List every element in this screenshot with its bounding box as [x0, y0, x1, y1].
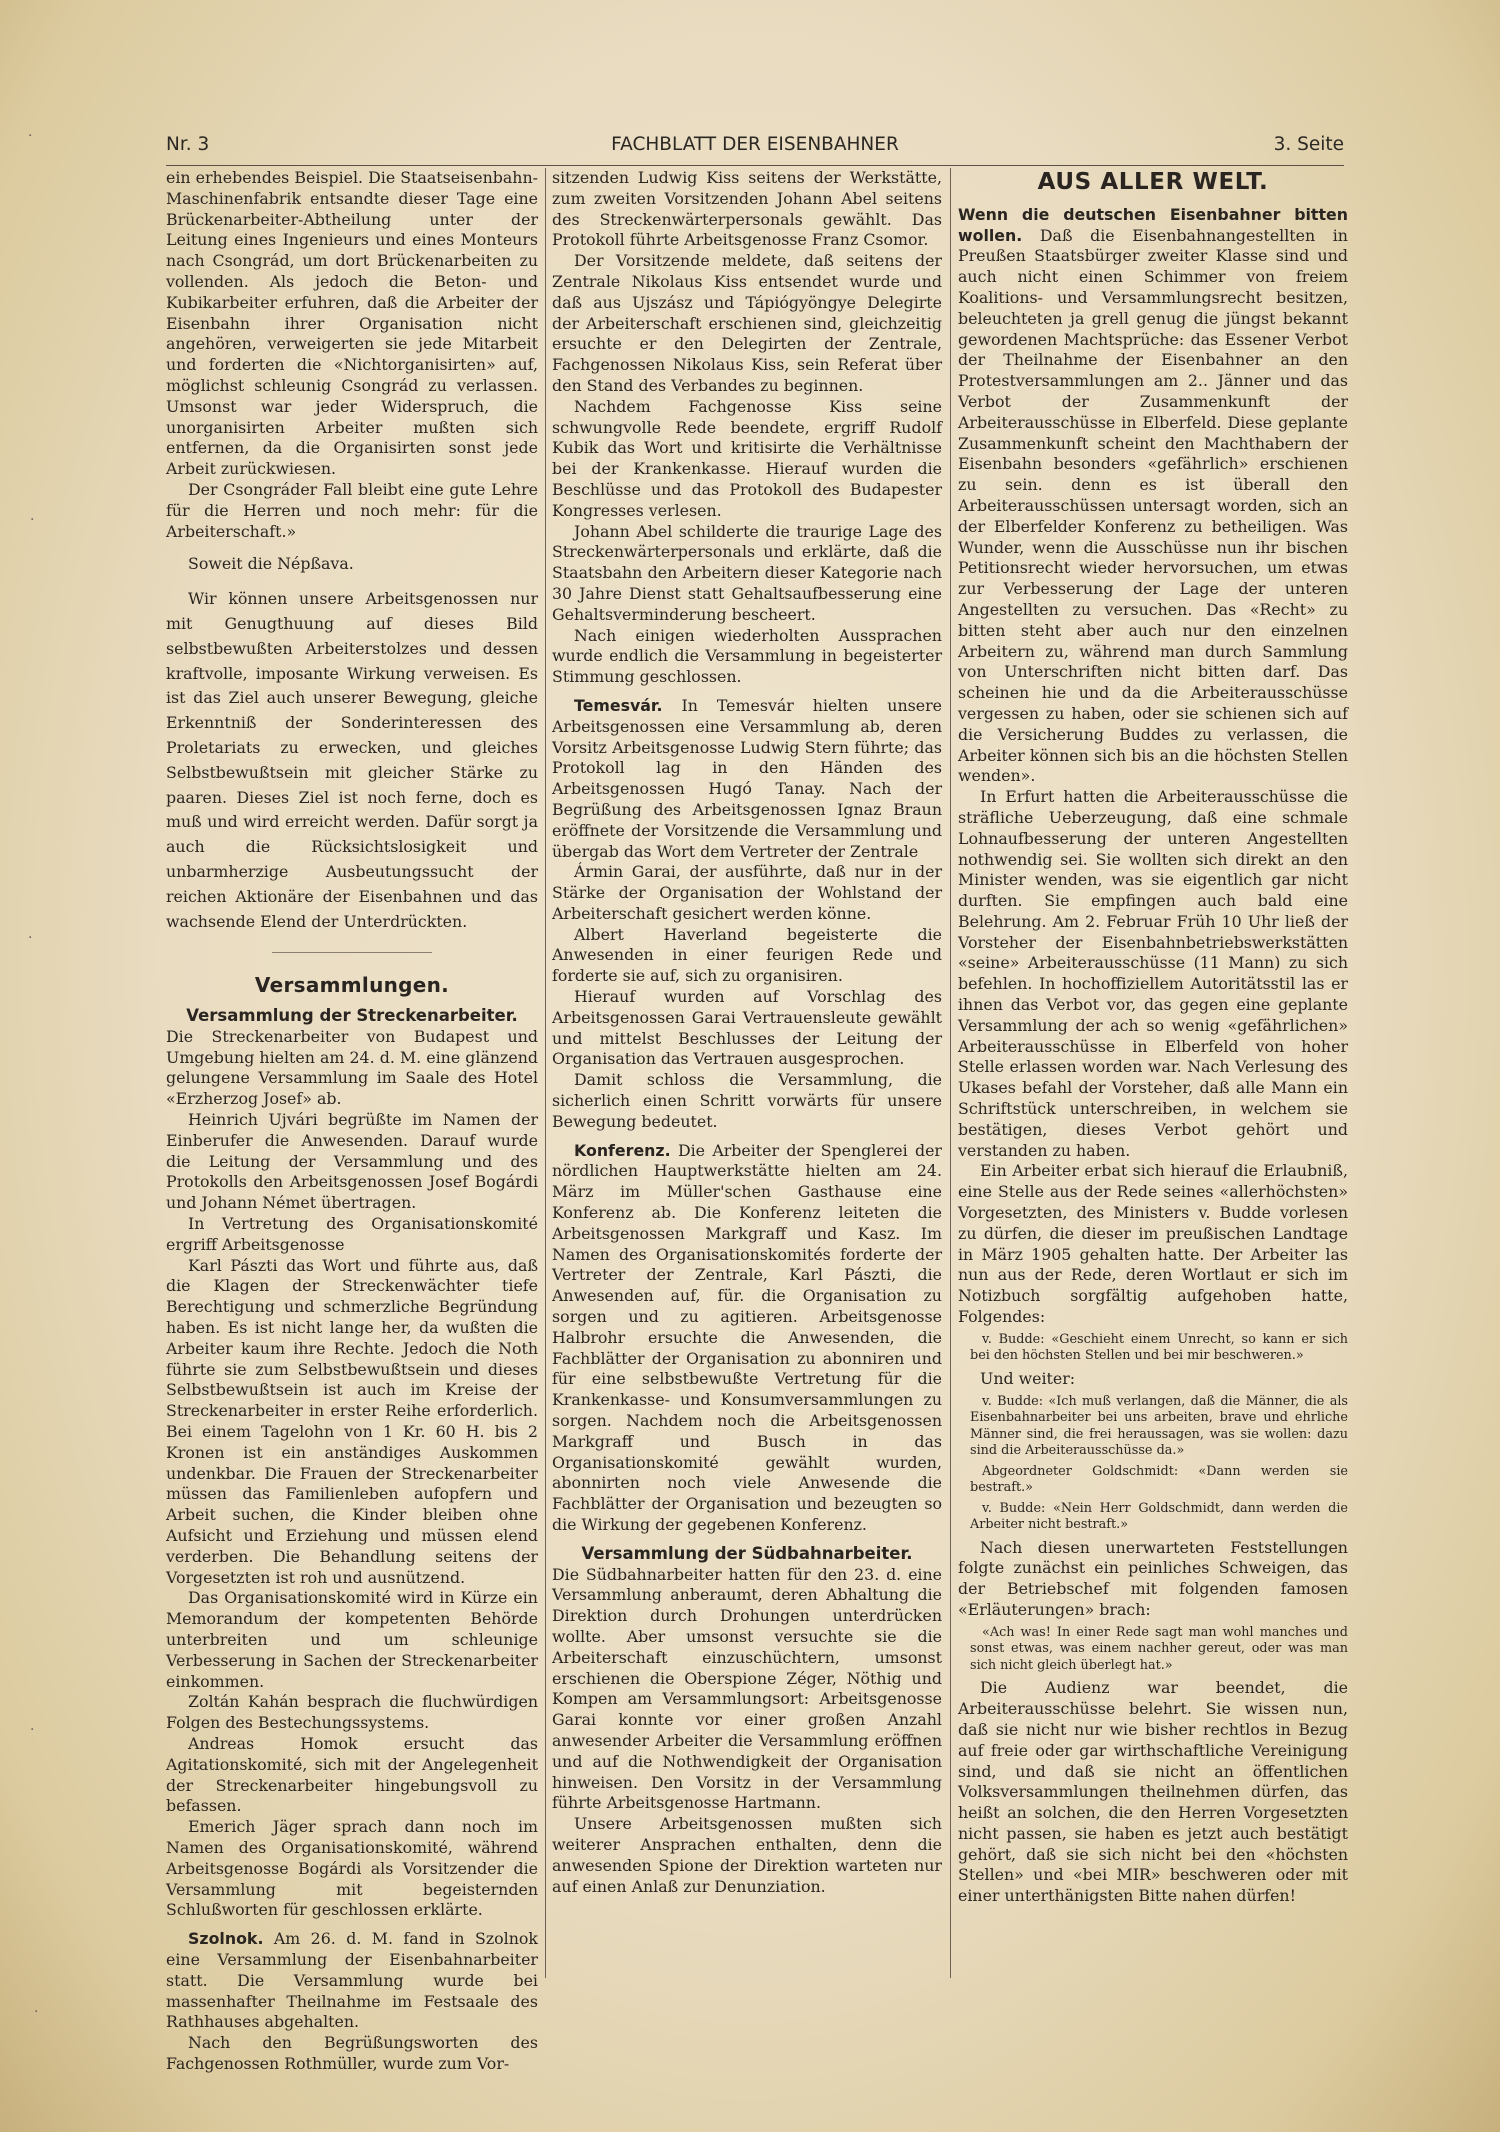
paragraph: Ein Arbeiter erbat sich hierauf die Erlaubniß, eine Stelle aus der Rede seines «allerhöchsten» Vorgesetzten, des Ministers v. Budde vorlesen zu dürfen, die dieser im preußischen Landtage in März 1905 gehalten hatte. Der Arbeiter las nun aus der Rede, deren Wortlaut er sich im Notizbuch sorgfältig aufgehoben hatte, Folgendes: — [958, 1161, 1348, 1327]
page-number: 3. Seite — [1273, 134, 1344, 155]
paragraph: Und weiter: — [980, 1368, 1076, 1388]
column-1 — [166, 168, 538, 2075]
paragraph: Nachdem Fachgenosse Kiss seine schwungvolle Rede beendete, ergriff Rudolf Kubik das Wort und kritisirte die Verhältnisse bei der Krankenkasse. Hierauf wurden die Beschlüsse und das Protokoll des Budapester Kongresses verlesen. — [552, 396, 942, 520]
paragraph: Der Vorsitzende meldete, daß seitens der Zentrale Nikolaus Kiss entsendet wurde und daß aus Ujszász und Tápiógyöngye Delegirte der Arbeiterschaft erschienen sind, gleichzeitig ersuchte er den Delegirten der Zentrale, Fachgenossen Nikolaus Kiss, sein Referat über den Stand des Verbandes zu beginnen. — [552, 251, 942, 395]
paragraph: In Vertretung des Organisationskomité ergriff Arbeitsgenosse — [166, 1214, 538, 1254]
paragraph — [958, 205, 1348, 787]
section-title: AUS ALLER WELT. — [1037, 169, 1269, 195]
paragraph: Die Audienz war beendet, die Arbeiterausschüsse belehrt. Sie wissen nun, daß sie nicht nur wie bisher rechtlos in Bezug auf freie oder gar wirthschaftliche Vereinigung sind, und daß sie nicht an öffentlichen Volksversammlungen theilnehmen dürfen, das heißt an solchen, die den Herren Vorgesetzten nicht passen, sie haben es jetzt auch bestätigt gehört, daß sie sich nicht bei den «höchsten Stellen» und «bei MIR» beschweren oder mit einer unterthänigsten Bitte nahen dürfen! — [958, 1678, 1348, 1906]
paragraph: Emerich Jäger sprach dann noch im Namen des Organisationskomité, während Arbeitsgenosse Bogárdi als Vorsitzender die Versammlung mit begeisternden Schlußworten für geschlossen erklärte. — [166, 1817, 538, 1920]
paragraph: Albert Haverland begeisterte die Anwesenden in einer feurigen Rede und forderte sie auf, sich zu organisiren. — [552, 924, 942, 986]
column-3 — [958, 168, 1348, 1907]
paragraph — [166, 1929, 538, 2033]
column-2 — [552, 168, 942, 1897]
section-title: Versammlungen. — [254, 973, 450, 998]
paragraph-text: Am 26. d. M. fand in Szolnok eine Versammlung der Eisenbahnarbeiter statt. Die Versammlung wurde bei massenhafter Theilnahme im Festsaale des Rathhauses abgehalten. — [166, 1929, 538, 2032]
page-header — [166, 134, 1344, 162]
article-lead: Konferenz. — [574, 1140, 671, 1160]
paragraph: Der Csongráder Fall bleibt eine gute Lehre für die Herren und noch mehr: für die Arbeiterschaft.» — [166, 479, 538, 541]
quotation: v. Budde: «Geschieht einem Unrecht, so kann er sich bei den höchsten Stellen und bei mir beschweren.» — [970, 1331, 1348, 1364]
quotation: v. Budde: «Ich muß verlangen, daß die Männer, die als Eisenbahnarbeiter bei uns arbeiten, brave und ehrliche Männer sind, die frei heraussagen, was sie wollen: dazu sind die Arbeiterausschüsse da.» — [970, 1393, 1348, 1459]
margin-speck: · — [34, 2004, 39, 2020]
paragraph: ein erhebendes Beispiel. Die Staatseisenbahn-Maschinenfabrik entsandte dieser Tage eine Brückenarbeiter-Abtheilung unter der Leitung eines Ingenieurs und eines Monteurs nach Csongrád, um dort Brückenarbeiten zu vollenden. Als jedoch die Beton- und Kubikarbeiter erfuhren, daß die Arbeiter der Eisenbahn ihrer Organisation nicht angehören, verweigerten sie jede Mitarbeit und forderten die «Nichtorganisirten» auf, möglichst schleunig Csongrád zu verlassen. Umsonst war jeder Widerspruch, die unorganisirten Arbeiter mußten sich entfernen, da die Organisirten sonst jede Arbeit zurückwiesen. — [166, 168, 538, 479]
paragraph — [552, 696, 942, 862]
paragraph-text: Die Arbeiter der Spenglerei der nördlichen Hauptwerkstätte hielten am 24. März im Müller'schen Gasthause eine Konferenz ab. Die Konferenz leiteten die Arbeitsgenossen Markgraff und Kasz. Im Namen des Organisationskomités forderte der Vertreter der Zentrale, Karl Pászti, die Anwesenden auf, für. die Organisation zu sorgen und zu agitieren. Arbeitsgenosse Halbrohr ersuchte die Anwesenden, die Fachblätter der Organisation zu abonniren und für eine selbstbewußte Vertretung für die Krankenkasse- und Konsumversammlungen zu sorgen. Nachdem noch die Arbeitsgenossen Markgraff und Busch in das Organisationskomité gewählt wurden, abonnirten noch viele Anwesende die Fachblätter der Organisation und bezeugten so die Wirkung der gegebenen Konferenz. — [552, 1140, 942, 1534]
article-lead: Wenn die deutschen Eisenbahner bitten wollen. — [958, 204, 1348, 245]
paragraph: Das Organisationskomité wird in Kürze ein Memorandum der kompetenten Behörde unterbreiten und um schleunige Verbesserung in Sachen der Streckenarbeiter einkommen. — [166, 1588, 538, 1691]
paragraph: Andreas Homok ersucht das Agitationskomité, sich mit der Angelegenheit der Streckenarbeiter hingebungsvoll zu befassen. — [166, 1733, 538, 1816]
paragraph-text: Daß die Eisenbahnangestellten in Preußen Staatsbürger zweiter Klasse sind und auch nicht einen Schimmer von freiem Koalitions- und Versammlungsrecht besitzen, beleuchteten ja grell genug die jüngst bekannt gewordenen Machtsprüche: das Essener Verbot der Theilnahme der Eisenbahner an den Protestversammlungen am 2.. Jänner und das Verbot der Zusammenkunft der Arbeiterausschüsse in Elberfeld. Diese geplante Zusammenkunft scheint den Machthabern der Eisenbahn besonders «gefährlich» erschienen zu sein. denn es ist überall den Arbeiterausschüssen untersagt worden, sich an der Elberfelder Konferenz zu betheiligen. Was Wunder, wenn die Ausschüsse nun ihr bischen Petitionsrecht wieder hervorsuchen, um etwas zur Verbesserung der Lage der unteren Angestellten zu versuchen. Das «Recht» zu bitten steht aber auch nur den einzelnen Arbeitern zu, während man durch Sammlung von Unterschriften nicht bitten darf. Das scheinen hie und da die Arbeiterausschüsse vergessen zu haben, oder sie schienen sich auf die Versicherung Buddes zu verlassen, die Arbeiter können sich bis an die höchsten Stellen wenden». — [958, 225, 1348, 786]
quotation: Abgeordneter Goldschmidt: «Dann werden sie bestraft.» — [970, 1463, 1348, 1496]
margin-speck: · — [30, 1722, 35, 1738]
paragraph: Zoltán Kahán besprach die fluchwürdigen Folgen des Bestechungssystems. — [166, 1692, 538, 1733]
paragraph: Nach einigen wiederholten Aussprachen wurde endlich die Versammlung in begeisterter Stimmung geschlossen. — [552, 625, 942, 687]
header-rule — [166, 165, 1344, 166]
section-divider — [272, 952, 432, 953]
article-lead: Szolnok. — [188, 1929, 264, 1949]
paragraph: Die Streckenarbeiter von Budapest und Umgebung hielten am 24. d. M. eine glänzend gelungene Versammlung im Saale des Hotel «Erzherzog Josef» ab. — [166, 1026, 538, 1109]
paragraph: Hierauf wurden auf Vorschlag des Arbeitsgenossen Garai Vertrauensleute gewählt und mittelst Beschlusses der Leitung der Organisation das Vertrauen ausgesprochen. — [552, 987, 942, 1069]
margin-speck: · — [30, 512, 35, 528]
paragraph: Karl Pászti das Wort und führte aus, daß die Klagen der Streckenwächter tiefe Berechtigung und schmerzliche Begründung haben. Es ist nicht lange her, da wußten die Arbeiter kaum ihre Rechte. Jedoch die Noth führte sie zum Selbstbewußtsein und dieses Selbstbewußtsein ist auch im Kreise der Streckenarbeiter in erster Reihe erforderlich. Bei einem Tagelohn von 1 Kr. 60 H. bis 2 Kronen ist ein anständiges Auskommen undenkbar. Die Frauen der Streckenarbeiter müssen das Familienleben aufopfern und Arbeit suchen, die Kinder bleiben ohne Aufsicht und Erziehung und müssen elend verderben. Die Behandlung seitens der Vorgesetzten ist roh und ausnützend. — [166, 1255, 538, 1587]
paragraph: In Erfurt hatten die Arbeiterausschüsse die sträfliche Ueberzeugung, daß eine schmale Lohnaufbesserung der unteren Angestellten nothwendig sei. Sie wollten sich direkt an den Minister wenden, was sie eigentlich gar nicht durften. Sie empfingen auch bald eine Belehrung. Am 2. Februar Früh 10 Uhr ließ der Vorsteher der Eisenbahnbetriebswerkstätten «seine» Arbeiterausschüsse (11 Mann) zu sich befehlen. In hochoffiziellem Autoritätsstil las er ihnen das Verbot vor, das gegen eine geplante Versammlung der ach so wenig «gefährlichen» Arbeiterausschüsse in Elberfeld von hoher Stelle erlassen worden war. Nach Verlesung des Ukases befahl der Vorsteher, daß alle Mann ein Schriftstück unterschreiben, in welchem sie bestätigen, dieses Verbot gehört und verstanden zu haben. — [958, 787, 1348, 1160]
column-divider-2 — [950, 168, 951, 1978]
issue-number: Nr. 3 — [166, 134, 210, 155]
paragraph: Johann Abel schilderte die traurige Lage des Streckenwärterpersonals und erklärte, daß die Staatsbahn den Arbeitern dieser Kategorie nach 30 Jahre Dienst statt Gehaltsaufbesserung eine Gehaltsverminderung bescheert. — [552, 521, 942, 624]
margin-speck: · — [28, 930, 33, 946]
paragraph: sitzenden Ludwig Kiss seitens der Werkstätte, zum zweiten Vorsitzenden Johann Abel seitens des Streckenwärterpersonals gewählt. Das Protokoll führte Arbeitsgenosse Franz Csomor. — [552, 168, 942, 250]
article-lead: Temesvár. — [574, 695, 663, 715]
paragraph: Die Südbahnarbeiter hatten für den 23. d. eine Versammlung anberaumt, deren Abhaltung die Direktion durch Drohungen unterdrücken wollte. Aber umsonst versuchte sie die Arbeiterschaft einzuschüchtern, umsonst erschienen die Oberspione Zéger, Nöthig und Kompen am Versammlungsort: Arbeitsgenosse Garai konnte vor einer großen Anzahl anwesender Arbeiter die Versammlung eröffnen und auf die Nothwendigkeit der Organisation hinweisen. Den Vorsitz in der Versammlung führte Arbeitsgenosse Hartmann. — [552, 1564, 942, 1813]
paragraph: Heinrich Ujvári begrüßte im Namen der Einberufer die Anwesenden. Darauf wurde die Leitung der Versammlung und des Protokolls den Arbeitsgenossen Josef Bogárdi und Johann Német übertragen. — [166, 1110, 538, 1213]
paragraph — [552, 1141, 942, 1536]
paragraph-text: In Temesvár hielten unsere Arbeitsgenossen eine Versammlung ab, deren Vorsitz Arbeitsgenosse Ludwig Stern führte; das Protokoll lag in den Händen des Arbeitsgenossen Hugó Tanay. Nach der Begrüßung des Arbeitsgenossen Ignaz Braun eröffnete der Vorsitzende die Versammlung und übergab das Wort dem Vertreter der Zentrale — [552, 695, 942, 861]
paragraph: Ármin Garai, der ausführte, daß nur in der Stärke der Organisation der Wohlstand der Arbeiterschaft gesichert werden könne. — [552, 862, 942, 923]
paragraph: Nach diesen unerwarteten Feststellungen folgte zunächst ein peinliches Schweigen, das der Betriebschef mit folgenden famosen «Erläuterungen» brach: — [958, 1537, 1348, 1620]
column-divider-1 — [545, 168, 546, 1978]
article-headline: Versammlung der Südbahnarbeiter. — [581, 1543, 913, 1563]
quotation: v. Budde: «Nein Herr Goldschmidt, dann werden die Arbeiter nicht bestraft.» — [970, 1500, 1348, 1533]
margin-speck: · — [28, 128, 33, 144]
paragraph: Soweit die Népßava. — [188, 554, 354, 574]
paragraph: Nach den Begrüßungsworten des Fachgenossen Rothmüller, wurde zum Vor- — [166, 2033, 538, 2073]
masthead-title: FACHBLATT DER EISENBAHNER — [611, 134, 899, 155]
paragraph: Unsere Arbeitsgenossen mußten sich weiterer Ansprachen enthalten, denn die anwesenden Spione der Direktion warteten nur auf einen Anlaß zur Denunziation. — [552, 1814, 942, 1896]
article-headline: Versammlung der Streckenarbeiter. — [186, 1006, 518, 1026]
paragraph: Damit schloss die Versammlung, die sicherlich einen Schritt vorwärts für unsere Bewegung bedeutet. — [552, 1070, 942, 1131]
quotation: «Ach was! In einer Rede sagt man wohl manches und sonst etwas, was einem nachher gereut, oder was man sich nicht gleich überlegt hat.» — [970, 1624, 1348, 1673]
paragraph: Wir können unsere Arbeitsgenossen nur mit Genugthuung auf dieses Bild selbstbewußten Arbeiterstolzes und dessen kraftvolle, imposante Wirkung verweisen. Es ist das Ziel auch unserer Bewegung, gleiche Erkenntniß der Sonderinteressen des Proletariats zu erwecken, und gleiches Selbstbewußtsein mit gleicher Stärke zu paaren. Dieses Ziel ist noch ferne, doch es muß und wird erreicht werden. Dafür sorgt ja auch die Rücksichtslosigkeit und unbarmherzige Ausbeutungssucht der reichen Aktionäre der Eisenbahnen und das wachsende Elend der Unterdrückten. — [166, 589, 538, 931]
